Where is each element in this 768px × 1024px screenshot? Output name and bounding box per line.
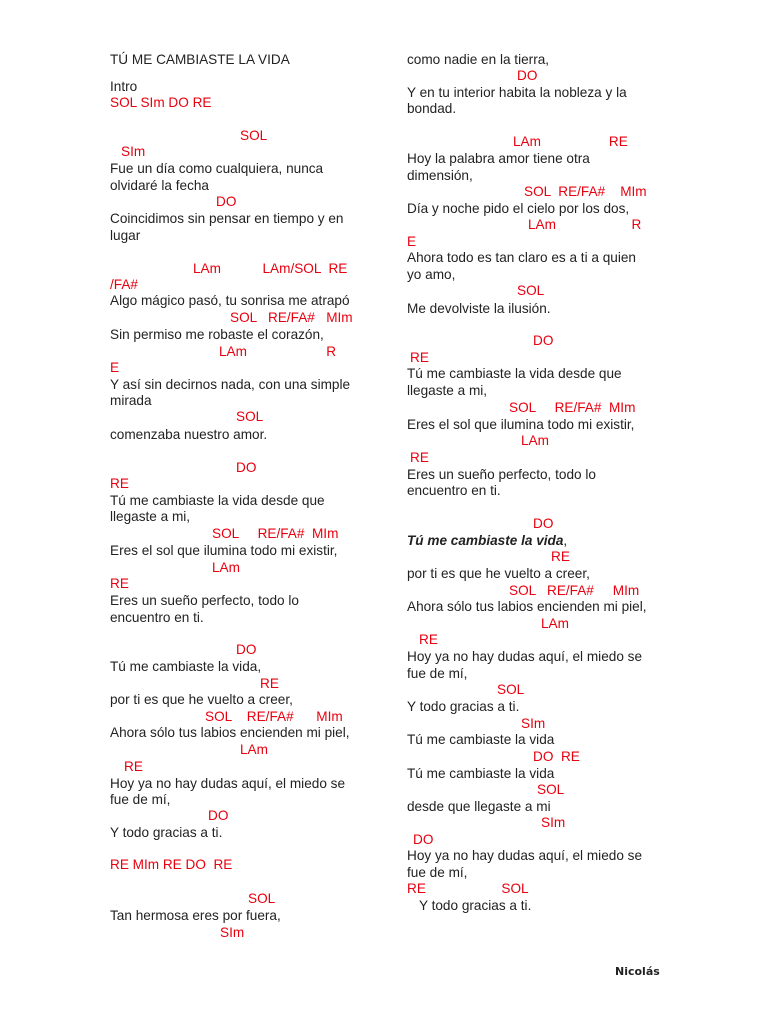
right-lyric-line: encuentro en ti.: [407, 483, 501, 498]
right-lyric-line: yo amo,: [407, 267, 456, 282]
right-chord-line: DO: [533, 333, 554, 348]
left-lyric-line: Algo mágico pasó, tu sonrisa me atrapó: [110, 293, 350, 308]
right-lyric-line: por ti es que he vuelto a creer,: [407, 566, 590, 581]
right-lyric-line: Eres el sol que ilumina todo mi existir,: [407, 417, 635, 432]
left-lyric-line: Y todo gracias a ti.: [110, 825, 223, 840]
right-chord-line: SOL RE/FA# MIm: [509, 400, 636, 415]
left-lyric-line: Ahora sólo tus labios encienden mi piel,: [110, 725, 350, 740]
left-chord-line: RE: [110, 476, 129, 491]
left-lyric-line: Sin permiso me robaste el corazón,: [110, 327, 324, 342]
left-lyric-line: encuentro en ti.: [110, 610, 204, 625]
left-chord-line: SOL: [240, 128, 268, 143]
left-chord-line: LAm: [212, 560, 240, 575]
left-chord-line: E: [110, 360, 120, 375]
right-lyric-line: Tú me cambiaste la vida: [407, 732, 555, 747]
right-chord-line: RE SOL: [407, 881, 529, 896]
left-chord-line: SOL RE/FA# MIm: [230, 310, 353, 325]
right-lyric-line: Hoy ya no hay dudas aquí, el miedo se: [407, 848, 643, 863]
left-chord-line: DO: [216, 194, 237, 209]
left-lyric-line: Tú me cambiaste la vida,: [110, 659, 262, 674]
emphasized-lyric: Tú me cambiaste la vida: [407, 533, 564, 548]
left-chord-line: DO: [236, 642, 257, 657]
right-chord-line: SOL: [537, 782, 565, 797]
left-chord-line: /FA#: [110, 277, 138, 292]
right-chord-line: SOL RE/FA# MIm: [524, 184, 647, 199]
right-lyric-line: [407, 533, 567, 550]
right-chord-line: DO: [533, 516, 554, 531]
song-title: TÚ ME CAMBIASTE LA VIDA: [110, 52, 290, 67]
right-chord-line: DO RE: [533, 749, 580, 764]
right-chord-line: RE: [419, 632, 438, 647]
left-chord-line: SIm: [121, 144, 146, 159]
left-chord-line: DO: [236, 460, 257, 475]
right-chord-line: RE: [551, 549, 570, 564]
right-lyric-line: Y en tu interior habita la nobleza y la: [407, 85, 627, 100]
right-lyric-line: como nadie en la tierra,: [407, 52, 550, 67]
right-chord-line: RE: [410, 450, 429, 465]
left-lyric-line: fue de mí,: [110, 792, 171, 807]
right-lyric-line: Tú me cambiaste la vida desde que: [407, 366, 622, 381]
left-chord-line: RE: [124, 759, 143, 774]
left-lyric-line: Y así sin decirnos nada, con una simple: [110, 377, 351, 392]
right-lyric-line: Hoy ya no hay dudas aquí, el miedo se: [407, 649, 643, 664]
left-lyric-line: Tú me cambiaste la vida desde que: [110, 493, 325, 508]
signature: Nicolás: [615, 965, 660, 978]
left-chord-line: DO: [208, 808, 229, 823]
right-lyric-line: fue de mí,: [407, 865, 468, 880]
right-chord-line: SOL RE/FA# MIm: [509, 583, 640, 598]
left-lyric-line: Eres un sueño perfecto, todo lo: [110, 593, 299, 608]
left-chord-line: SOL SIm DO RE: [110, 95, 212, 110]
right-chord-line: LAm: [541, 616, 569, 631]
right-lyric-line: Hoy la palabra amor tiene otra: [407, 151, 590, 166]
left-chord-line: RE MIm RE DO RE: [110, 857, 233, 872]
right-lyric-line: dimensión,: [407, 168, 473, 183]
left-lyric-line: lugar: [110, 228, 141, 243]
right-lyric-line: fue de mí,: [407, 666, 468, 681]
right-lyric-line: Me devolviste la ilusión.: [407, 301, 551, 316]
left-chord-line: SIm: [220, 925, 245, 940]
left-chord-line: SOL RE/FA# MIm: [212, 526, 339, 541]
right-lyric-line: Y todo gracias a ti.: [407, 699, 520, 714]
left-lyric-line: Eres el sol que ilumina todo mi existir,: [110, 543, 338, 558]
left-lyric-line: olvidaré la fecha: [110, 178, 209, 193]
right-lyric-line: Ahora sólo tus labios encienden mi piel,: [407, 599, 647, 614]
left-lyric-line: Coincidimos sin pensar en tiempo y en: [110, 211, 344, 226]
right-lyric-line: Ahora todo es tan claro es a ti a quien: [407, 250, 636, 265]
right-chord-line: DO: [413, 832, 434, 847]
right-lyric-line: desde que llegaste a mi: [407, 799, 551, 814]
left-chord-line: SOL: [236, 409, 264, 424]
lyric-punctuation: ,: [563, 533, 568, 548]
left-chord-line: LAm: [240, 742, 268, 757]
left-chord-line: LAm R: [219, 344, 337, 359]
left-lyric-line: Hoy ya no hay dudas aquí, el miedo se: [110, 776, 346, 791]
left-chord-line: RE: [110, 576, 129, 591]
right-chord-line: SIm: [521, 716, 546, 731]
left-lyric-line: Tan hermosa eres por fuera,: [110, 908, 281, 923]
left-chord-line: RE: [260, 676, 279, 691]
right-chord-line: LAm R: [528, 217, 642, 232]
right-chord-line: LAm: [521, 433, 549, 448]
right-chord-line: DO: [517, 68, 538, 83]
right-lyric-line: Eres un sueño perfecto, todo lo: [407, 467, 596, 482]
right-lyric-line: Y todo gracias a ti.: [419, 898, 532, 913]
right-lyric-line: Tú me cambiaste la vida: [407, 766, 555, 781]
right-lyric-line: bondad.: [407, 101, 457, 116]
left-lyric-line: comenzaba nuestro amor.: [110, 427, 268, 442]
left-lyric-line: Intro: [110, 79, 138, 94]
right-chord-line: RE: [410, 350, 429, 365]
right-chord-line: SIm: [541, 815, 566, 830]
right-chord-line: LAm RE: [513, 134, 628, 149]
right-lyric-line: llegaste a mi,: [407, 383, 488, 398]
left-chord-line: SOL RE/FA# MIm: [205, 709, 343, 724]
left-lyric-line: Fue un día como cualquiera, nunca: [110, 161, 324, 176]
left-chord-line: LAm LAm/SOL RE: [193, 261, 348, 276]
left-chord-line: SOL: [248, 891, 276, 906]
right-chord-line: E: [407, 234, 417, 249]
left-lyric-line: por ti es que he vuelto a creer,: [110, 692, 293, 707]
left-lyric-line: mirada: [110, 393, 152, 408]
right-chord-line: SOL: [517, 283, 545, 298]
left-lyric-line: llegaste a mi,: [110, 509, 191, 524]
right-chord-line: SOL: [497, 682, 525, 697]
right-lyric-line: Día y noche pido el cielo por los dos,: [407, 201, 630, 216]
